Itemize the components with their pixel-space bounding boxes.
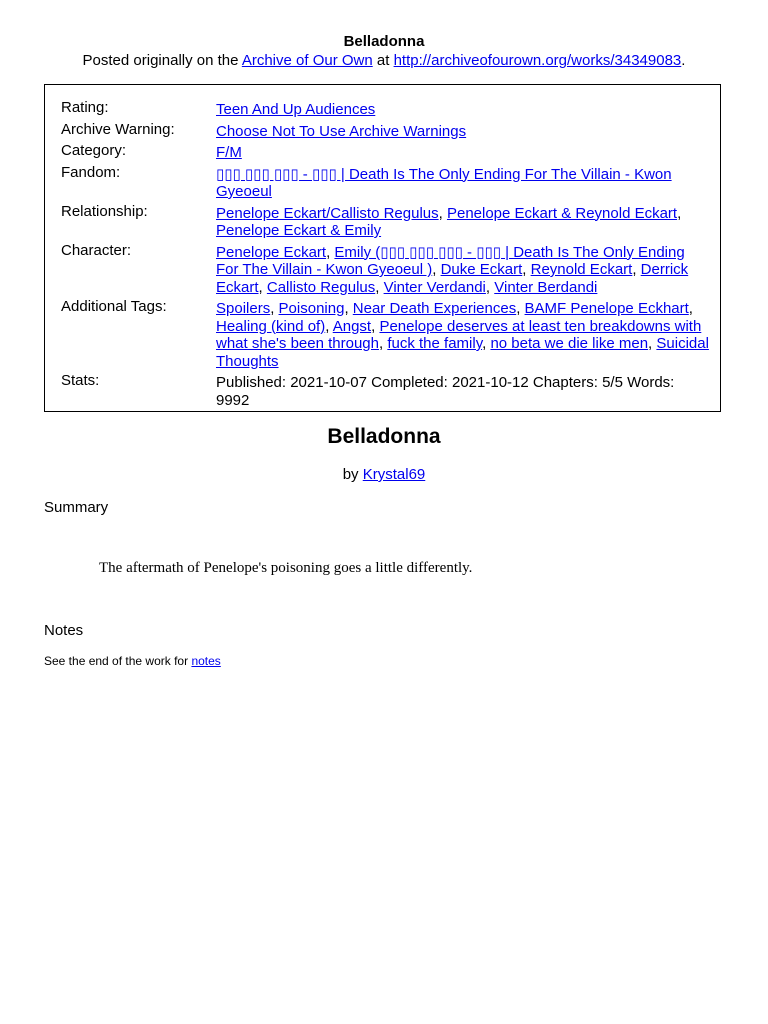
archive-link[interactable]: Archive of Our Own: [241, 52, 373, 69]
tag-link[interactable]: Near Death Experiences: [352, 300, 517, 317]
character-link[interactable]: Duke Eckart: [440, 261, 523, 278]
document-title: Belladonna: [343, 33, 425, 50]
tag-link[interactable]: Spoilers: [216, 300, 271, 317]
character-link[interactable]: Vinter Verdandi: [383, 278, 486, 296]
author-link[interactable]: Krystal69: [362, 466, 426, 483]
relationship-row: [61, 203, 711, 240]
archive-warning-label: Archive Warning:: [61, 120, 175, 138]
document-header: [0, 0, 768, 71]
rating-row: [61, 99, 711, 119]
work-url-link[interactable]: http://archiveofourown.org/works/34349083: [393, 52, 682, 69]
stats-value: Published: 2021-10-07 Completed: 2021-10-12 Chapters: 5/5 Words: 9992: [216, 374, 675, 409]
posted-originally-line: [0, 51, 768, 71]
byline: [0, 466, 768, 483]
category-row: [61, 142, 711, 162]
relationship-link[interactable]: Penelope Eckart/Callisto Regulus: [216, 204, 439, 222]
tag-link[interactable]: Healing (kind of): [216, 317, 326, 335]
tag-link[interactable]: fuck the family: [387, 335, 483, 352]
fandom-label: Fandom:: [61, 163, 121, 181]
tag-link[interactable]: Penelope deserves at least ten breakdowns with what she's been through: [216, 317, 702, 352]
category-link[interactable]: F/M: [216, 144, 242, 161]
character-link[interactable]: Emily (▯▯▯ ▯▯▯ ▯▯▯ - ▯▯▯ | Death Is The Only Ending For The Villain - Kwon Gyeoeul ): [216, 243, 685, 278]
relationship-list: Penelope Eckart/Callisto Regulus, Penelope Eckart & Reynold Eckart, Penelope Eckart & Emily: [216, 204, 682, 239]
additional-tags-label: Additional Tags:: [61, 298, 167, 315]
character-link[interactable]: Callisto Regulus: [266, 278, 376, 296]
summary-heading: Summary: [44, 499, 109, 516]
stats-label: Stats:: [61, 372, 100, 389]
tag-link[interactable]: Poisoning: [278, 300, 345, 317]
at-word: at: [376, 52, 390, 69]
notes-prefix: See the end of the work for: [44, 654, 189, 668]
character-row: [61, 242, 711, 297]
archive-warning-link[interactable]: Choose Not To Use Archive Warnings: [216, 122, 467, 140]
work-title: Belladonna: [327, 425, 441, 448]
by-word: by: [342, 466, 359, 483]
rating-link[interactable]: Teen And Up Audiences: [216, 101, 376, 118]
tag-link[interactable]: no beta we die like men: [490, 335, 649, 352]
character-link[interactable]: Vinter Berdandi: [494, 278, 598, 296]
notes-heading: Notes: [44, 622, 84, 639]
additional-tags-list: Spoilers, Poisoning, Near Death Experiences, BAMF Penelope Eckhart, Healing (kind of), Angst, Penelope deserves at least ten breakdowns with what she's been through, fuck the family, no beta we die like men, Suicidal Thoughts: [216, 300, 709, 370]
character-label: Character:: [61, 241, 132, 259]
metadata-table: [61, 99, 711, 411]
rating-label: Rating:: [61, 99, 109, 116]
additional-tags-row: [61, 298, 711, 370]
fandom-row: [61, 164, 711, 201]
notes-link[interactable]: notes: [191, 654, 221, 668]
relationship-link[interactable]: Penelope Eckart & Reynold Eckart: [446, 204, 678, 222]
summary-text: The aftermath of Penelope's poisoning goes a little differently.: [99, 560, 473, 576]
category-label: Category:: [61, 142, 127, 159]
work-metadata-box: [44, 84, 721, 412]
archive-warning-row: [61, 121, 711, 141]
character-link[interactable]: Penelope Eckart: [216, 243, 327, 261]
tag-link[interactable]: Suicidal Thoughts: [216, 335, 709, 370]
posted-prefix: Posted originally on the: [82, 52, 239, 69]
stats-row: [61, 372, 711, 409]
tag-link[interactable]: Angst: [332, 317, 372, 335]
relationship-link[interactable]: Penelope Eckart & Emily: [216, 222, 382, 239]
character-list: Penelope Eckart, Emily (▯▯▯ ▯▯▯ ▯▯▯ - ▯▯▯ | Death Is The Only Ending For The Villain - Kwon Gyeoeul ), Duke Eckart, Reynold Eckart, Derrick Eckart, Callisto Regulus, Vinter Verdandi, Vinter Berdandi: [216, 243, 689, 296]
period: .: [681, 52, 686, 69]
notes-text: [44, 654, 221, 668]
fandom-link[interactable]: ▯▯▯ ▯▯▯ ▯▯▯ - ▯▯▯ | Death Is The Only Ending For The Villain - Kwon Gyeoeul: [216, 165, 672, 200]
character-link[interactable]: Reynold Eckart: [530, 261, 633, 278]
relationship-label: Relationship:: [61, 202, 148, 220]
tag-link[interactable]: BAMF Penelope Eckhart: [524, 300, 689, 317]
character-link[interactable]: Derrick Eckart: [216, 261, 689, 296]
